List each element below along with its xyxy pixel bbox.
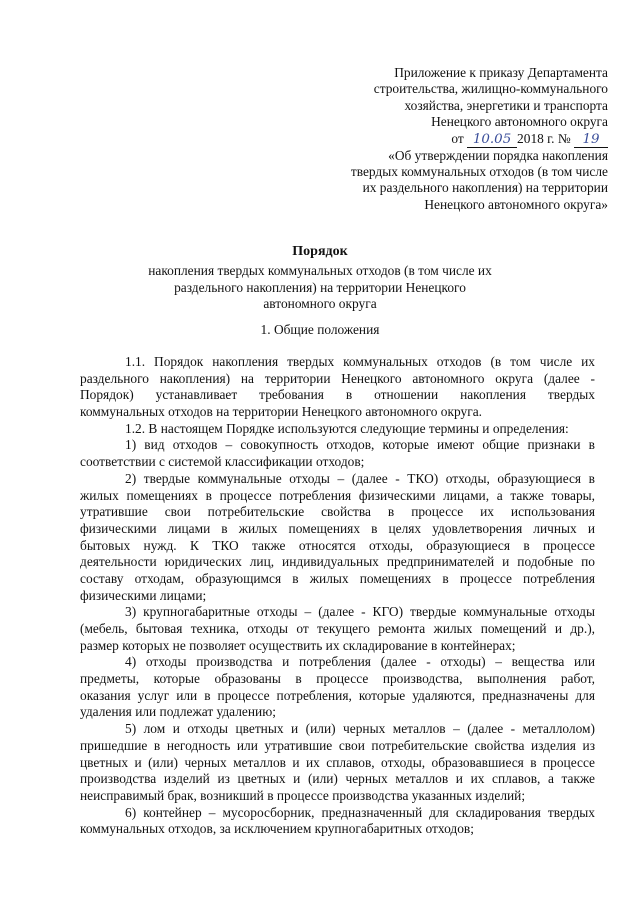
text-line: 6) контейнер – мусоросборник, предназначенный для складирования твердых — [125, 804, 595, 820]
order-title-line: Ненецкого автономного округа» — [424, 196, 608, 212]
text-line: 1.2. В настоящем Порядке используются следующие термины и определения: — [125, 420, 569, 436]
text-line: 4) отходы производства и потребления (далее - отходы) – вещества или — [125, 654, 595, 670]
text-line: 2) твердые коммунальные отходы – (далее - ТКО) отходы, образующиеся в — [125, 470, 595, 486]
text-line: деятельности юридических лиц, индивидуальных предпринимателей и подобные по — [80, 554, 595, 570]
text-line: (мебель, бытовая техника, отходы от текущего ремонта жилых помещений и др.), — [80, 621, 595, 636]
body-text — [80, 354, 595, 838]
date-prefix: от — [451, 130, 464, 146]
text-line: оказания услуг или в процессе потребления, которые удаляются, предназначены для — [80, 687, 595, 703]
text-line: физическими лицами в жилых помещениях в целях удовлетворения личных и — [80, 520, 595, 536]
title-heading: Порядок — [292, 244, 348, 259]
title-line: раздельного накопления) на территории Ненецкого — [174, 279, 466, 295]
text-line: составу отходам, образующимся в жилых помещениях в процессе потребления — [80, 570, 595, 586]
text-line: 1.1. Порядок накопления твердых коммунальных отходов (в том числе их — [125, 354, 595, 369]
text-line: 3) крупногабаритные отходы – (далее - КГО) твердые коммунальные отходы — [125, 604, 595, 620]
text-line: Порядок) устанавливает требования в отношении накопления твердых — [80, 387, 595, 403]
handwritten-date: 10.05 — [467, 133, 517, 148]
text-line: 5) лом и отходы цветных и (или) черных металлов – (далее - металлолом) — [125, 721, 595, 737]
text-line: бытовых нужд. К ТКО также относятся отходы, образующиеся в процессе — [80, 537, 595, 553]
text-line: предметы, которые образованы в процессе производства, выполнения работ, — [80, 671, 595, 687]
appendix-line: хозяйства, энергетики и транспорта — [404, 97, 608, 113]
appendix-line: Приложение к приказу Департамента — [394, 65, 608, 80]
order-title-line: их раздельного накопления) на территории — [362, 180, 608, 196]
date-suffix: 2018 г. № — [517, 130, 571, 146]
title-line: накопления твердых коммунальных отходов (в том числе их — [148, 263, 492, 279]
title-line: автономного округа — [263, 296, 377, 312]
section-heading: 1. Общие положения — [260, 322, 380, 337]
text-line: размер которых не позволяет осуществить их складирование в контейнерах; — [80, 637, 516, 653]
appendix-line: строительства, жилищно-коммунального — [373, 81, 608, 97]
order-title-line: твердых коммунальных отходов (в том числе — [350, 164, 608, 180]
appendix-block — [318, 65, 608, 213]
appendix-line: Ненецкого автономного округа — [431, 114, 608, 130]
order-title-line: «Об утверждении порядка накопления — [388, 147, 608, 163]
text-line: производства изделий из цветных и (или) черных металлов и их сплавов, а также — [80, 771, 595, 787]
text-line: пришедшие в негодность или утратившие свои потребительские свойства изделия из — [80, 737, 595, 753]
text-line: соответствии с системой классификации отходов; — [80, 454, 365, 470]
text-line: утратившие свои потребительские свойства в процессе их использования — [80, 504, 595, 520]
document-title — [120, 244, 520, 313]
handwritten-number: 19 — [574, 133, 608, 148]
text-line: раздельного накопления) на территории Ненецкого автономного округа (далее - — [80, 370, 595, 386]
text-line: неисправимый брак, возникший в процессе производства указанных изделий; — [80, 787, 526, 803]
text-line: 1) вид отходов – совокупность отходов, которые имеют общие признаки в — [125, 437, 595, 453]
text-line: коммунальных отходов, за исключением крупногабаритных отходов; — [80, 821, 474, 837]
text-line: удаления или подлежат удалению; — [80, 704, 276, 720]
text-line: физическими лицами; — [80, 587, 207, 603]
order-date-line — [318, 131, 608, 148]
text-line: цветных и (или) черных металлов и их сплавов, отходы, образовавшиеся в процессе — [80, 754, 595, 770]
text-line: коммунальных отходов на территории Ненецкого автономного округа. — [80, 404, 482, 420]
text-line: жилых помещениях в процессе потребления физическими лицами, а также товары, — [80, 487, 595, 503]
